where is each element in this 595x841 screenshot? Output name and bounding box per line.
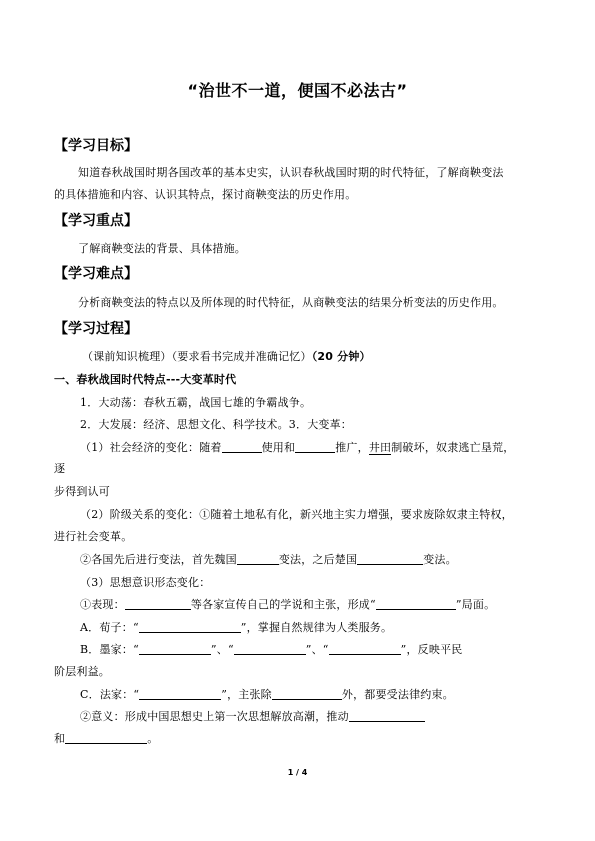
- blank-chu-reform[interactable]: [357, 553, 423, 565]
- class-change-line1: （2）阶级关系的变化：①随着土地私有化，新兴地主实力增强，要求废除奴隶主特权，: [80, 508, 513, 521]
- heading-learning-process: 【学习过程】: [54, 321, 138, 337]
- blank-xunzi-quote[interactable]: [139, 621, 241, 633]
- economy-change-line: （1）社会经济的变化：随着 使用和 推广，井田制破坏，奴隶逃亡垦荒，: [80, 441, 515, 454]
- reform-line: ②各国先后进行变法，首先魏国 变法，之后楚国 变法。: [80, 553, 457, 566]
- blank-meaning-2[interactable]: [65, 732, 147, 744]
- key-points-text: 了解商鞅变法的背景、具体措施。: [78, 242, 246, 255]
- process-intro: （课前知识梳理）（要求看书完成并准确记忆）（20 分钟）: [82, 350, 371, 363]
- goals-text-line2: 的具体措施和内容、认识其特点，探讨商鞅变法的历史作用。: [54, 188, 357, 201]
- blank-iron-tools[interactable]: [222, 441, 262, 453]
- heading-difficult-points: 【学习难点】: [54, 266, 138, 282]
- mojia-line: B．墨家：“ ”、“ ”、“ ”，反映平民: [80, 643, 463, 656]
- mojia-line-wrap: 阶层利益。: [54, 665, 110, 678]
- blank-fajia-exception[interactable]: [272, 688, 342, 700]
- class-change-line2: 进行社会变革。: [54, 530, 133, 543]
- thought-change-title: （3）思想意识形态变化：: [80, 576, 211, 589]
- blank-meaning-1[interactable]: [349, 710, 425, 722]
- heading-learning-goals: 【学习目标】: [54, 138, 138, 154]
- meaning-line-wrap: 和 。: [54, 732, 159, 745]
- blank-ox-plough[interactable]: [295, 441, 335, 453]
- item-development: 2．大发展：经济、思想文化、科学技术。3．大变革：: [80, 418, 352, 431]
- blank-mojia-1[interactable]: [139, 643, 211, 655]
- blank-mojia-3[interactable]: [329, 643, 401, 655]
- meaning-line: ②意义：形成中国思想史上第一次思想解放高潮，推动: [80, 708, 425, 724]
- goals-text-line1: 知道春秋战国时期各国改革的基本史实，认识春秋战国时期的时代特征，了解商鞅变法: [78, 166, 504, 179]
- economy-change-end: 步得到认可: [54, 485, 110, 498]
- page-number: 1 / 4: [287, 768, 308, 777]
- blank-wei-reform[interactable]: [237, 553, 279, 565]
- difficult-points-text: 分析商鞅变法的特点以及所体现的时代特征，从商鞅变法的结果分析变法的历史作用。: [78, 296, 504, 309]
- economy-change-wrap: 逐: [54, 462, 66, 475]
- heading-key-points: 【学习重点】: [54, 213, 138, 229]
- xunzi-line: A．荀子：“ ”，掌握自然规律为人类服务。: [80, 621, 393, 634]
- item-turmoil: 1．大动荡：春秋五霸，战国七雄的争霸战争。: [80, 396, 312, 409]
- blank-hundred-schools[interactable]: [376, 598, 456, 610]
- blank-mojia-2[interactable]: [234, 643, 306, 655]
- thought-show-line: ①表现： 等各家宣传自己的学说和主张，形成“ ”局面。: [80, 598, 496, 611]
- blank-fajia-quote[interactable]: [139, 688, 221, 700]
- page-title: “治世不一道，便国不必法古”: [187, 81, 408, 100]
- blank-schools[interactable]: [125, 598, 191, 610]
- part1-title: 一、春秋战国时代特点---大变革时代: [54, 373, 237, 386]
- fajia-line: C．法家：“ ”，主张除 外，都要受法律约束。: [80, 688, 454, 701]
